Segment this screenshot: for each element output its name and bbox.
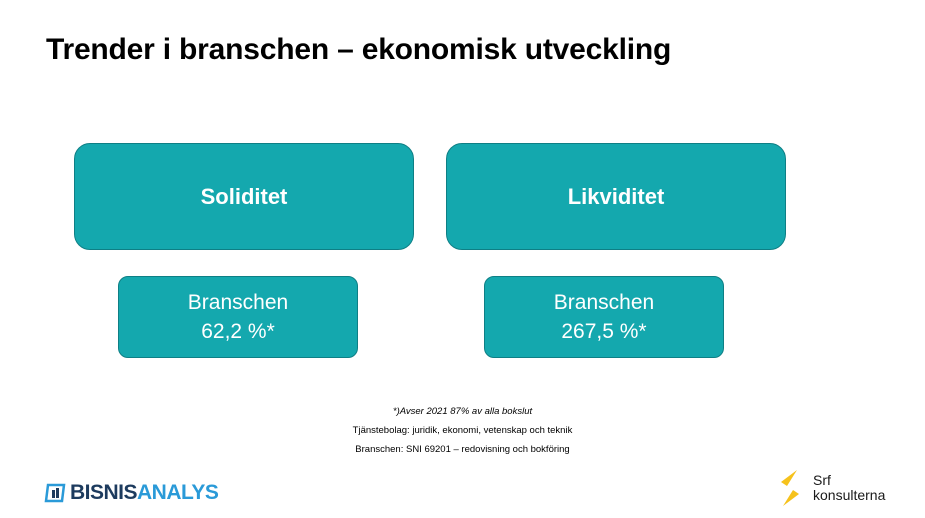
likviditet-heading: Likviditet — [567, 183, 665, 209]
footnote-year: *)Avser 2021 87% av alla bokslut — [392, 406, 533, 417]
footnote-category: Tjänstebolag: juridik, ekonomi, vetenskap och teknik — [352, 425, 573, 436]
bisnis-logo-icon — [44, 482, 66, 504]
soliditet-value-label: Branschen — [187, 291, 289, 314]
footnote-industry: Branschen: SNI 69201 – redovisning och bokföring — [355, 444, 570, 455]
soliditet-heading: Soliditet — [200, 183, 288, 209]
likviditet-value: 267,5 %* — [561, 320, 647, 343]
bisnis-analys-logo — [44, 479, 218, 507]
soliditet-value-box — [118, 276, 358, 358]
likviditet-value-box — [484, 276, 724, 358]
bisnis-logo-word2: ANALYS — [137, 481, 219, 504]
srf-konsulterna-logo — [775, 468, 885, 508]
likviditet-value-label: Branschen — [553, 291, 655, 314]
page-title: Trender i branschen – ekonomisk utveckling — [46, 33, 672, 66]
srf-logo-line1: Srf — [813, 472, 831, 488]
srf-logo-line2: konsulterna — [813, 487, 886, 503]
bisnis-logo-word1: BISNIS — [70, 481, 138, 504]
soliditet-value: 62,2 %* — [201, 320, 275, 343]
soliditet-box — [74, 143, 414, 250]
likviditet-box — [446, 143, 786, 250]
srf-logo-icon — [775, 468, 805, 508]
